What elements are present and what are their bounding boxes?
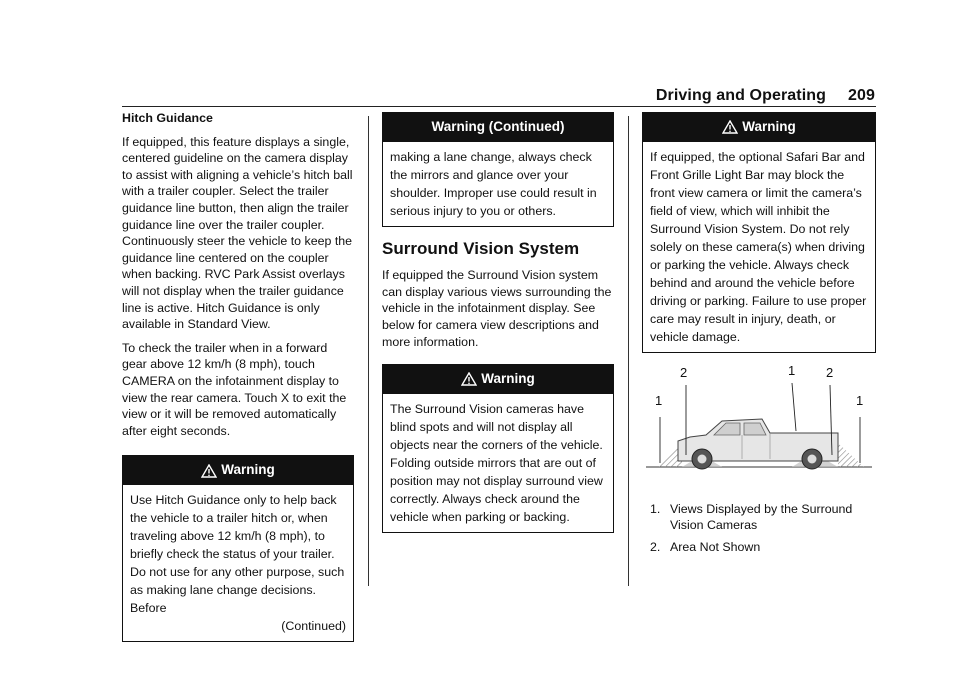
warning-continued-title: Warning (Continued): [431, 119, 565, 134]
figure-label-2-left: 2: [680, 364, 688, 380]
continued-label: (Continued): [281, 618, 346, 633]
warning-header-3: [643, 113, 875, 142]
warning-title: Warning: [221, 462, 275, 478]
warning-continued-box: [382, 112, 614, 227]
header-rule: [122, 106, 876, 107]
warning-body: [123, 485, 353, 641]
warning-continued-header: [383, 113, 613, 142]
list-item: 1. Views Displayed by the Surround Vision Cameras: [650, 501, 853, 533]
surround-vision-title: Surround Vision System: [382, 238, 580, 258]
running-header: [656, 84, 875, 108]
warning-box-3: [642, 112, 876, 353]
page-number: 209: [848, 87, 875, 104]
figure-label-1-right: 1: [856, 392, 864, 408]
warning-title-3: Warning: [742, 119, 796, 134]
figure-legend: [642, 501, 876, 556]
warning-header: [123, 456, 353, 485]
column-3: [642, 110, 876, 560]
column-divider-1: [368, 116, 369, 586]
column-2: [382, 110, 614, 543]
figure-label-2-right: 2: [826, 364, 834, 380]
warning-title-2: Warning: [481, 371, 535, 387]
warning-triangle-icon: [722, 120, 738, 134]
warning-box-2: [382, 364, 614, 533]
warning-triangle-icon: [461, 372, 477, 386]
list-item: 2. Area Not Shown: [650, 539, 761, 554]
trailer-check-paragraph: To check the trailer when in a forward gear above 12 km/h (8 mph), touch CAMERA on the infotainment display to view the rear camera. Touch X to exit the view or it will be removed automatically after eight seconds.: [122, 340, 347, 438]
warning-text: Use Hitch Guidance only to help back the vehicle to a trailer hitch or, when traveling above 12 km/h (8 mph), to briefly check the status of your trailer. Do not use for any other purpose, such as making lane change decisions. Before: [130, 492, 345, 615]
section-name: Driving and Operating: [655, 87, 826, 104]
figure-label-1-left: 1: [655, 392, 663, 408]
column-divider-2: [628, 116, 629, 586]
warning-header-2: [383, 365, 613, 394]
warning-triangle-icon: [201, 464, 217, 478]
warning-continued-body: making a lane change, always check the mirrors and glance over your shoulder. Improper use could result in serious injury to you or others.: [390, 149, 597, 218]
column-1: [122, 110, 354, 652]
hitch-guidance-paragraph: If equipped, this feature displays a single, centered guideline on the camera display to assist with aligning a vehicle’s hitch ball with a trailer coupler. Select the trailer guidance line button, then align the trailer guidance line over the trailer coupler. Continuously steer the vehicle to keep the guidance line centered on the coupler when backing. RVC Park Assist overlays will not display when the trailer guidance line is active. Hitch Guidance is only available in Standard View.: [122, 134, 353, 332]
truck-illustration: [642, 371, 876, 479]
warning-body-2: The Surround Vision cameras have blind spots and will not display all objects near the corners of the vehicle. Folding outside mirrors that are out of position may not display surround view correctly. Always check around the vehicle when parking or backing.: [390, 401, 603, 524]
surround-vision-figure: [642, 362, 876, 479]
surround-vision-paragraph: If equipped the Surround Vision system can display various views surrounding the vehicle in the infotainment display. See below for camera view descriptions and more information.: [382, 268, 612, 349]
hitch-guidance-heading: Hitch Guidance: [122, 111, 213, 125]
warning-box: [122, 455, 354, 642]
warning-body-3: If equipped, the optional Safari Bar and Front Grille Light Bar may block the front view camera or limit the camera’s field of view, which will inhibit the Surround Vision System. Do not rely solely on these camera(s) when driving or parking the vehicle. Always check behind and around the vehicle before driving or parking. Failure to use proper care may result in injury, death, or vehicle damage.: [650, 149, 867, 344]
figure-label-1-middle: 1: [788, 362, 796, 378]
